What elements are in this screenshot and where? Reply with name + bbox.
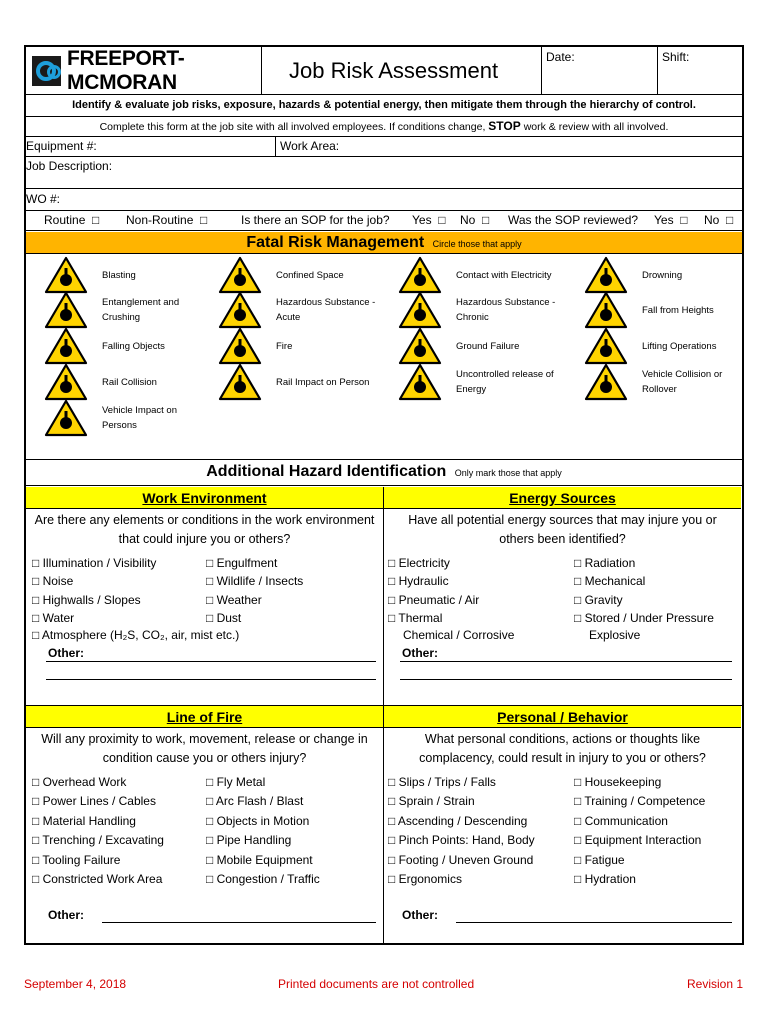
fatal-hazard-item[interactable]	[398, 257, 576, 293]
section-divider-horizontal	[26, 705, 742, 706]
fatal-hazard-item[interactable]	[398, 364, 576, 400]
line-of-fire-section	[26, 706, 383, 940]
chronic-substance-icon	[398, 291, 442, 329]
fatal-hazard-item[interactable]	[584, 328, 762, 364]
complete-text-post: work & review with all involved.	[523, 121, 669, 133]
lf-other-line[interactable]	[102, 922, 376, 923]
fatal-hazard-label: Confined Space	[276, 269, 344, 281]
pb-item[interactable]: □ Equipment Interaction	[574, 833, 702, 847]
fatal-hazard-item[interactable]	[44, 400, 222, 436]
lf-item[interactable]: □ Fly Metal	[206, 775, 266, 789]
ground-failure-icon	[398, 327, 442, 365]
section-divider-vertical	[383, 487, 384, 945]
we-item[interactable]: □ Engulfment	[206, 556, 278, 570]
fcx-logo-icon	[32, 56, 61, 86]
fatal-hazard-label: Rail Impact on Person	[276, 376, 370, 388]
pb-other-label: Other:	[402, 908, 438, 922]
fatal-hazard-label: Hazardous Substance - Chronic	[456, 297, 556, 323]
date-label: Date:	[546, 50, 575, 64]
routine-row	[26, 211, 742, 231]
lf-item[interactable]: □ Congestion / Traffic	[206, 872, 320, 886]
fatal-hazard-label: Hazardous Substance - Acute	[276, 297, 376, 323]
es-other-label: Other:	[402, 646, 438, 660]
fatal-hazard-grid	[26, 255, 742, 460]
wo-field[interactable]	[26, 189, 742, 211]
job-description-label: Job Description:	[26, 159, 113, 173]
rail-collision-icon	[44, 363, 88, 401]
equipment-field[interactable]	[26, 137, 276, 156]
confined-space-icon	[218, 256, 262, 294]
complete-text-pre: Complete this form at the job site with all involved employees. If conditions change,	[99, 121, 486, 133]
we-item[interactable]: □ Dust	[206, 611, 242, 625]
equipment-label: Equipment #:	[26, 139, 97, 153]
line-of-fire-title: Line of Fire	[26, 706, 383, 728]
stop-text: STOP	[488, 119, 521, 133]
blasting-icon	[44, 256, 88, 294]
we-item[interactable]: □ Highwalls / Slopes	[32, 593, 141, 607]
fatal-hazard-label: Vehicle Impact on Persons	[102, 405, 177, 431]
fatal-hazard-label: Fall from Heights	[642, 304, 714, 316]
es-item: Explosive	[589, 628, 641, 642]
es-item[interactable]: □ Thermal	[388, 611, 443, 625]
form-header	[26, 47, 742, 95]
es-item: Chemical / Corrosive	[403, 628, 515, 642]
es-item[interactable]: □ Hydraulic	[388, 574, 449, 588]
date-field[interactable]	[543, 47, 658, 94]
line-of-fire-question: Will any proximity to work, movement, release or change in condition cause you or others injury?	[41, 732, 368, 765]
fatal-risk-header	[26, 232, 742, 254]
fatal-hazard-label: Falling Objects	[102, 340, 165, 352]
energy-sources-title: Energy Sources	[384, 487, 741, 509]
lf-item[interactable]: □ Tooling Failure	[32, 853, 121, 867]
sop-no-checkbox[interactable]: No □	[460, 213, 490, 227]
we-item[interactable]: □ Wildlife / Insects	[206, 574, 304, 588]
fatal-hazard-item[interactable]	[398, 328, 576, 364]
es-item[interactable]: □ Mechanical	[574, 574, 646, 588]
fatal-hazard-item[interactable]	[398, 292, 576, 328]
pb-item[interactable]: □ Hydration	[574, 872, 636, 886]
es-other-line[interactable]	[400, 661, 732, 662]
pb-item[interactable]: □ Training / Competence	[574, 794, 706, 808]
we-item[interactable]: □ Noise	[32, 574, 74, 588]
wo-label: WO #:	[26, 192, 61, 206]
we-other-line[interactable]	[46, 661, 376, 662]
energy-release-icon	[398, 363, 442, 401]
fatal-hazard-item[interactable]	[44, 292, 222, 328]
lifting-icon	[584, 327, 628, 365]
entanglement-icon	[44, 291, 88, 329]
vehicle-impact-icon	[44, 399, 88, 437]
reviewed-yes-checkbox[interactable]: Yes □	[654, 213, 688, 227]
lf-other-label: Other:	[48, 908, 84, 922]
company-logo	[26, 47, 262, 94]
sop-reviewed-question: Was the SOP reviewed?	[508, 213, 639, 227]
fatal-hazard-label: Contact with Electricity	[456, 269, 552, 281]
lf-item[interactable]: □ Arc Flash / Blast	[206, 794, 304, 808]
lf-item[interactable]: □ Trenching / Excavating	[32, 833, 164, 847]
non-routine-checkbox[interactable]: Non-Routine □	[126, 213, 208, 227]
fatal-hazard-label: Fire	[276, 340, 293, 352]
additional-hazard-note: Only mark those that apply	[454, 468, 562, 478]
lf-item[interactable]: □ Material Handling	[32, 814, 136, 828]
fatal-hazard-label: Ground Failure	[456, 340, 520, 352]
we-other-label: Other:	[48, 646, 84, 660]
skull-icon	[218, 291, 262, 329]
work-environment-question: Are there any elements or conditions in the work environment that could injure you or others?	[34, 513, 375, 546]
page-title: Job Risk Assessment	[289, 57, 499, 83]
we-item[interactable]: □ Illumination / Visibility	[32, 556, 157, 570]
we-item[interactable]: □ Weather	[206, 593, 262, 607]
electricity-icon	[398, 256, 442, 294]
fatal-hazard-label: Blasting	[102, 269, 136, 281]
job-description-field[interactable]	[26, 157, 742, 189]
additional-hazard-header	[26, 460, 742, 486]
fatal-hazard-item[interactable]	[44, 257, 222, 293]
shift-field[interactable]	[659, 47, 742, 94]
es-item[interactable]: □ Electricity	[388, 556, 450, 570]
job-risk-assessment-form	[24, 45, 744, 945]
work-environment-section	[26, 487, 383, 661]
pb-item[interactable]: □ Sprain / Strain	[388, 794, 475, 808]
es-item[interactable]: □ Pneumatic / Air	[388, 593, 480, 607]
work-environment-title: Work Environment	[26, 487, 383, 509]
fire-icon	[218, 327, 262, 365]
fatal-hazard-item[interactable]	[44, 364, 222, 400]
sop-question: Is there an SOP for the job?	[241, 213, 390, 227]
fatal-hazard-item[interactable]	[584, 292, 762, 328]
fatal-hazard-label: Vehicle Collision or Rollover	[642, 369, 723, 395]
we-atmosphere-item[interactable]: □ Atmosphere (H₂S, CO₂, air, mist etc.)	[32, 628, 240, 642]
shift-label: Shift:	[662, 50, 690, 64]
fatal-hazard-label: Entanglement and Crushing	[102, 297, 180, 323]
fatal-hazard-item[interactable]	[218, 257, 396, 293]
title-cell	[263, 47, 542, 94]
pb-item[interactable]: □ Footing / Uneven Ground	[388, 853, 534, 867]
personal-behavior-section	[384, 706, 741, 940]
fatal-hazard-label: Rail Collision	[102, 376, 157, 388]
work-area-label: Work Area:	[280, 139, 340, 153]
lf-item[interactable]: □ Mobile Equipment	[206, 853, 313, 867]
additional-hazard-title: Additional Hazard Identification	[206, 463, 447, 480]
fatal-risk-note: Circle those that apply	[432, 239, 522, 249]
es-item[interactable]: □ Radiation	[574, 556, 636, 570]
pb-item[interactable]: □ Ergonomics	[388, 872, 462, 886]
energy-sources-question: Have all potential energy sources that may injure you or others been identified?	[408, 513, 717, 546]
fatal-hazard-item[interactable]	[584, 257, 762, 293]
lf-item[interactable]: □ Power Lines / Cables	[32, 794, 156, 808]
falling-objects-icon	[44, 327, 88, 365]
pb-item[interactable]: □ Fatigue	[574, 853, 625, 867]
lf-item[interactable]: □ Pipe Handling	[206, 833, 292, 847]
fatal-hazard-item[interactable]	[584, 364, 762, 400]
we-item[interactable]: □ Water	[32, 611, 75, 625]
es-item[interactable]: □ Gravity	[574, 593, 623, 607]
fall-icon	[584, 291, 628, 329]
pb-item[interactable]: □ Communication	[574, 814, 668, 828]
pb-item[interactable]: □ Slips / Trips / Falls	[388, 775, 496, 789]
vehicle-rollover-icon	[584, 363, 628, 401]
es-item[interactable]: □ Stored / Under Pressure	[574, 611, 714, 625]
fatal-hazard-item[interactable]	[44, 328, 222, 364]
rail-impact-icon	[218, 363, 262, 401]
lf-item[interactable]: □ Constricted Work Area	[32, 872, 163, 886]
sop-yes-checkbox[interactable]: Yes □	[412, 213, 446, 227]
footer-note: Printed documents are not controlled	[278, 977, 475, 991]
brand-name: FREEPORT-MCMORAN	[67, 46, 185, 94]
es-other-line[interactable]	[400, 679, 732, 680]
pb-other-line[interactable]	[456, 922, 732, 923]
work-area-field[interactable]	[280, 137, 339, 156]
footer-date: September 4, 2018	[24, 977, 127, 991]
routine-checkbox[interactable]: Routine □	[44, 213, 100, 227]
personal-behavior-question: What personal conditions, actions or thoughts like complacency, could result in injury to you or others?	[419, 732, 706, 765]
fatal-hazard-label: Drowning	[642, 269, 683, 281]
pb-item[interactable]: □ Ascending / Descending	[388, 814, 528, 828]
personal-behavior-title: Personal / Behavior	[384, 706, 741, 728]
complete-instruction	[26, 117, 742, 137]
lf-item[interactable]: □ Overhead Work	[32, 775, 127, 789]
reviewed-no-checkbox[interactable]: No □	[704, 213, 734, 227]
drowning-icon	[584, 256, 628, 294]
fatal-hazard-label: Lifting Operations	[642, 340, 717, 352]
footer-revision: Revision 1	[687, 977, 744, 991]
identify-instruction: Identify & evaluate job risks, exposure, hazards & potential energy, then mitigate them through the hierarchy of control.	[26, 95, 742, 117]
lf-item[interactable]: □ Objects in Motion	[206, 814, 310, 828]
equipment-row	[26, 137, 742, 157]
fatal-hazard-item[interactable]	[218, 292, 396, 328]
pb-item[interactable]: □ Pinch Points: Hand, Body	[388, 833, 535, 847]
fatal-hazard-item[interactable]	[218, 328, 396, 364]
fatal-hazard-label: Uncontrolled release of Energy	[456, 369, 554, 395]
fatal-hazard-item[interactable]	[218, 364, 396, 400]
fatal-risk-title: Fatal Risk Management	[246, 234, 425, 251]
pb-item[interactable]: □ Housekeeping	[574, 775, 662, 789]
we-other-line[interactable]	[46, 679, 376, 680]
energy-sources-section	[384, 487, 741, 661]
